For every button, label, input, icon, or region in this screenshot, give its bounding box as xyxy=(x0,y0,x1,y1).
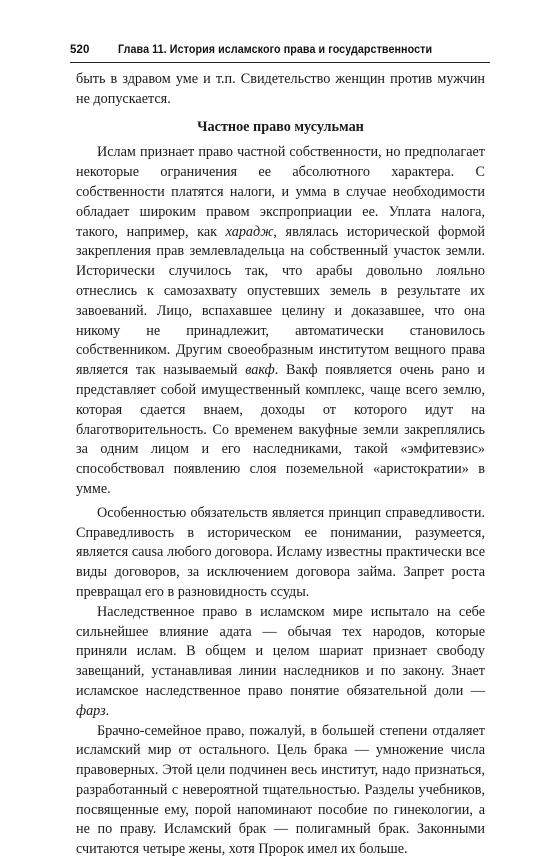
text-segment: Брачно-семейное право, пожалуй, в большей степени отдаляет исламский мир от остального. Цель брака — умножение числа правоверных. Этой цели подчинен весь институт, надо признаться, разработанный с невероятной тщательностью. Разделы учебников, посвященные ему, порой напоминают пособие по гинекологии, а не по праву. Исламский брак — полигамный брак. Законными считаются четыре жены, хотя Пророк имел их больше. xyxy=(76,723,485,858)
text-segment: Наследственное право в исламском мире испытало на себе сильнейшее влияние адата — обычая тех народов, которые приняли ислам. В общем и целом шариат признает свободу завещаний, устанавливая линии наследников и по закону. Знает исламское наследственное право понятие обязательной доли — xyxy=(76,604,485,699)
text-segment: Ислам признает право частной собственности, но предполагает некоторые ограничения ее абсолютного характера. С собственности платятся налоги, и умма в случае необходимости обладает широким правом экспроприации ее. Уплата налога, такого, например, как xyxy=(76,144,485,239)
running-header xyxy=(70,44,490,62)
page-number: 520 xyxy=(70,44,90,56)
text-segment: . Вакф появляется очень рано и представляет собой имущественный комплекс, чаще всего землю, которая сдается внаем, доходы от которого идут на благотворительность. Со временем вакуфные земли закреплялись за одним лицом и его наследниками, такой «эмфитевзис» способствовал появлению слоя поземельной «аристократии» в умме. xyxy=(76,362,485,497)
paragraph-inheritance xyxy=(76,603,485,722)
term-vakf: вакф xyxy=(245,362,275,378)
paragraph-family-law xyxy=(76,722,485,860)
text-segment: , являлась исторической формой закрепления прав землевладельца на собственный участок земли. Исторически случилось так, что арабы довольно лояльно отнеслись к самозахвату опустевших земель в результате их завоеваний. Лицо, вспахавшее целину и доказавшее, что она никому не принадлежит, автоматически становилось собственником. Другим своеобразным институтом вещного права является так называемый xyxy=(76,224,485,379)
chapter-title: Глава 11. История исламского права и государственности xyxy=(118,44,432,56)
body-text xyxy=(76,70,485,860)
term-farz: фарз xyxy=(76,703,106,719)
section-heading: Частное право мусульман xyxy=(76,118,485,138)
paragraph-property xyxy=(76,143,485,499)
header-rule xyxy=(70,62,490,63)
term-kharadzh: харадж xyxy=(226,224,274,240)
intro-paragraph: быть в здравом уме и т.п. Свидетельство женщин против мужчин не допускается. xyxy=(76,70,485,110)
text-segment: . xyxy=(106,703,110,719)
text-segment: Особенностью обязательств является принцип справедливости. Справедливость в историческом ее понимании, разумеется, является causa любого договора. Исламу известны практически все виды договоров, за исключением договора займа. Запрет роста превращал его в разновидность ссуды. xyxy=(76,505,485,600)
paragraph-obligations xyxy=(76,504,485,603)
